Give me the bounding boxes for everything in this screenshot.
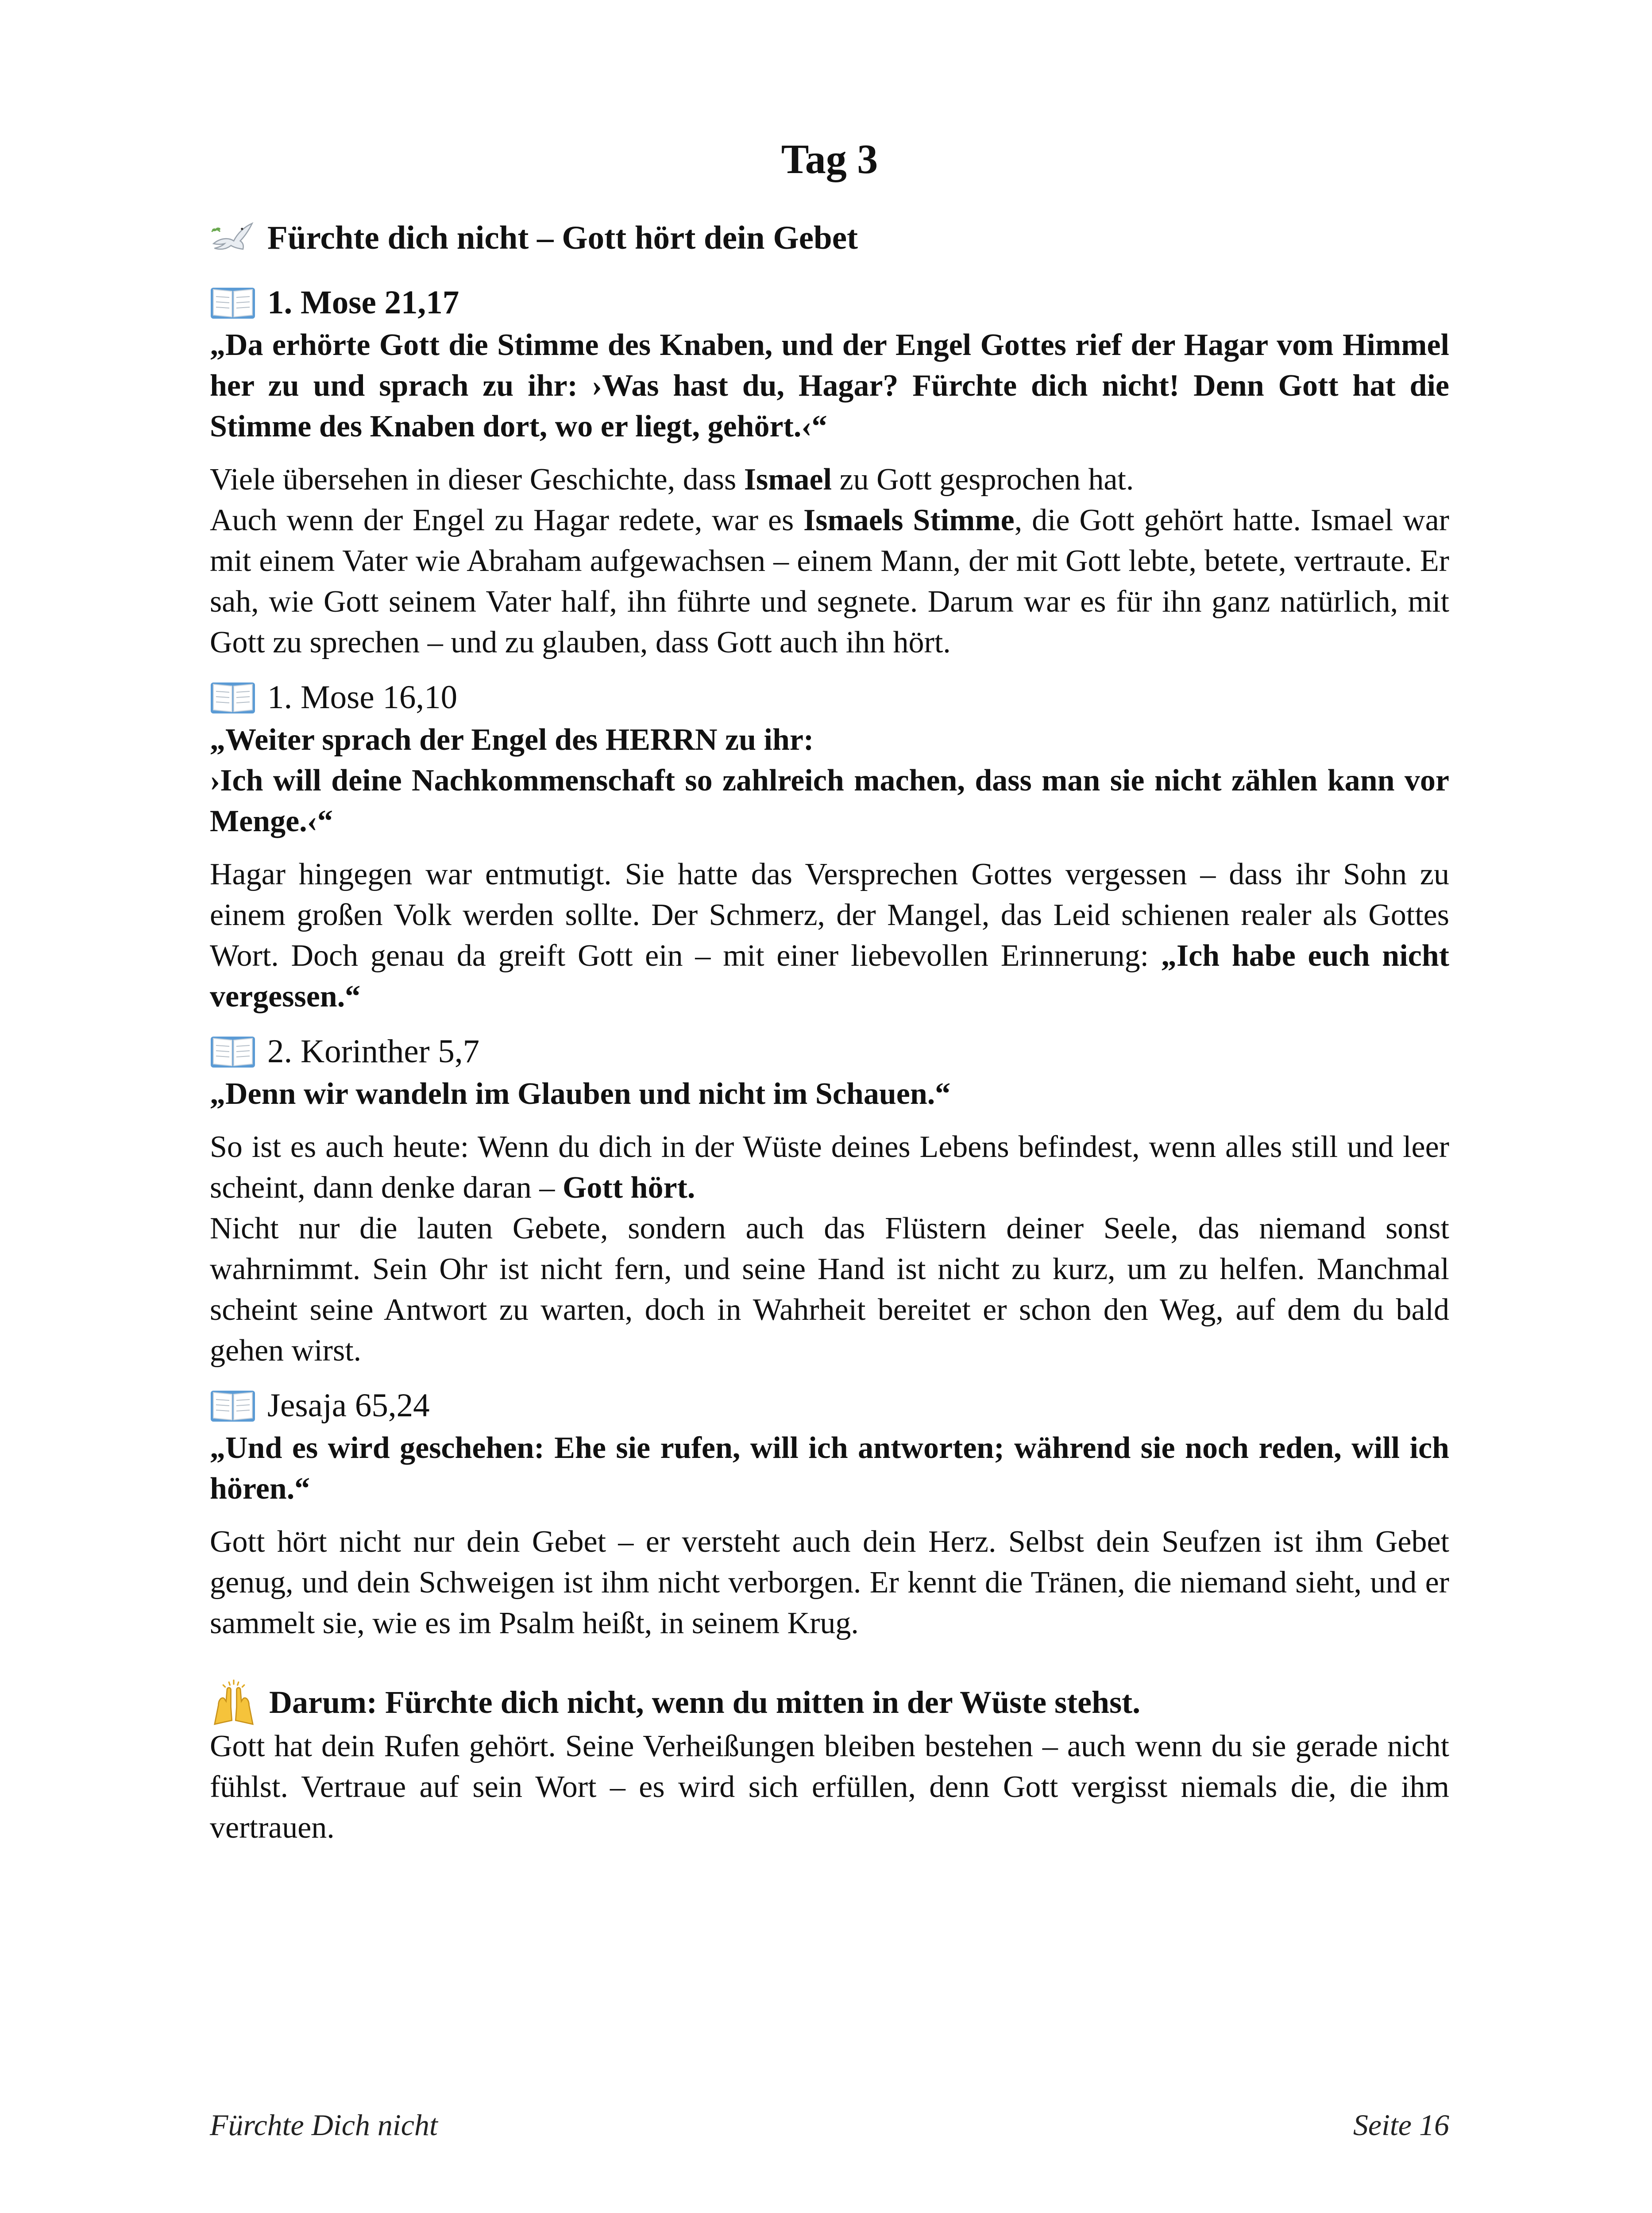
open-book-icon — [210, 680, 256, 715]
body-paragraph: Gott hört nicht nur dein Gebet – er versteht auch dein Herz. Selbst dein Seufzen ist ihm Gebet genug, und dein Schweigen ist ihm nicht verborgen. Er kennt die Tränen, die niemand sieht, und er sammelt sie, wie es im Psalm heißt, in seinem Krug. — [210, 1525, 1449, 1640]
scripture-reference-text: 1. Mose 21,17 — [267, 284, 459, 321]
page-content — [210, 128, 1449, 1861]
body-paragraph — [210, 1127, 1449, 1371]
scripture-reference — [210, 1384, 1449, 1428]
open-book-icon — [210, 1388, 256, 1423]
footer-page-number: Seite 16 — [1353, 2108, 1449, 2142]
raised-hands-icon — [210, 1678, 258, 1726]
scripture-reference-text: 1. Mose 16,10 — [267, 679, 458, 716]
scripture-quote: „Da erhörte Gott die Stimme des Knaben, und der Engel Gottes rief der Hagar vom Himmel her zu und sprach zu ihr: ›Was hast du, Hagar? Fürchte dich nicht! Denn Gott hat die Stimme des Knaben dort, wo er liegt, gehört.‹“ — [210, 328, 1449, 443]
footer-book-title: Fürchte Dich nicht — [210, 2108, 438, 2142]
quote-line: „Weiter sprach der Engel des HERRN zu ihr: — [210, 723, 814, 757]
paragraph-line: Viele übersehen in dieser Geschichte, dass Ismael zu Gott gesprochen hat. — [210, 463, 1134, 497]
page-title: Tag 3 — [781, 136, 878, 182]
dove-icon — [210, 215, 256, 261]
scripture-reference-text: 2. Korinther 5,7 — [267, 1033, 480, 1070]
section-heading — [210, 215, 1449, 261]
scripture-quote: „Und es wird geschehen: Ehe sie rufen, will ich antworten; während sie noch reden, will ich hören.“ — [210, 1431, 1449, 1506]
closing-heading-text: Darum: Fürchte dich nicht, wenn du mitten in der Wüste stehst. — [269, 1685, 1141, 1720]
paragraph-line: So ist es auch heute: Wenn du dich in der Wüste deines Lebens befindest, wenn alles still und leer scheint, dann denke daran – Gott hört. — [210, 1130, 1449, 1205]
closing-heading — [210, 1678, 1449, 1726]
scripture-reference — [210, 281, 1449, 325]
closing-paragraph: Gott hat dein Rufen gehört. Seine Verheißungen bleiben bestehen – auch wenn du sie gerade nicht fühlst. Vertraue auf sein Wort – es wird sich erfüllen, denn Gott vergisst niemals die, die ihm vertrauen. — [210, 1729, 1449, 1845]
scripture-reference — [210, 1029, 1449, 1074]
section-heading-text: Fürchte dich nicht – Gott hört dein Gebet — [267, 220, 858, 256]
scripture-quote: „Denn wir wandeln im Glauben und nicht im Schauen.“ — [210, 1077, 951, 1111]
body-paragraph: Hagar hingegen war entmutigt. Sie hatte das Versprechen Gottes vergessen – dass ihr Sohn zu einem großen Volk werden sollte. Der Schmerz, der Mangel, das Leid schienen realer als Gottes Wort. Doch genau da greift Gott ein – mit einer liebevollen Erinnerung: „Ich habe euch nicht vergessen.“ — [210, 857, 1449, 1014]
scripture-quote — [210, 720, 1449, 842]
scripture-reference-text: Jesaja 65,24 — [267, 1387, 430, 1424]
quote-line: ›Ich will deine Nachkommenschaft so zahlreich machen, dass man sie nicht zählen kann vor Menge.‹“ — [210, 763, 1449, 838]
open-book-icon — [210, 285, 256, 320]
body-paragraph — [210, 459, 1449, 663]
scripture-reference — [210, 675, 1449, 720]
paragraph-line: Nicht nur die lauten Gebete, sondern auch das Flüstern deiner Seele, das niemand sonst wahrnimmt. Sein Ohr ist nicht fern, und seine Hand ist nicht zu kurz, um zu helfen. Manchmal scheint seine Antwort zu warten, doch in Wahrheit bereitet er schon den Weg, auf dem du bald gehen wirst. — [210, 1211, 1449, 1368]
paragraph-line: Auch wenn der Engel zu Hagar redete, war es Ismaels Stimme, die Gott gehört hatte. Ismael war mit einem Vater wie Abraham aufgewachsen – einem Mann, der mit Gott lebte, betete, vertraute. Er sah, wie Gott seinem Vater half, ihn führte und segnete. Darum war es für ihn ganz natürlich, mit Gott zu sprechen – und zu glauben, dass Gott auch ihn hört. — [210, 503, 1449, 659]
open-book-icon — [210, 1034, 256, 1069]
